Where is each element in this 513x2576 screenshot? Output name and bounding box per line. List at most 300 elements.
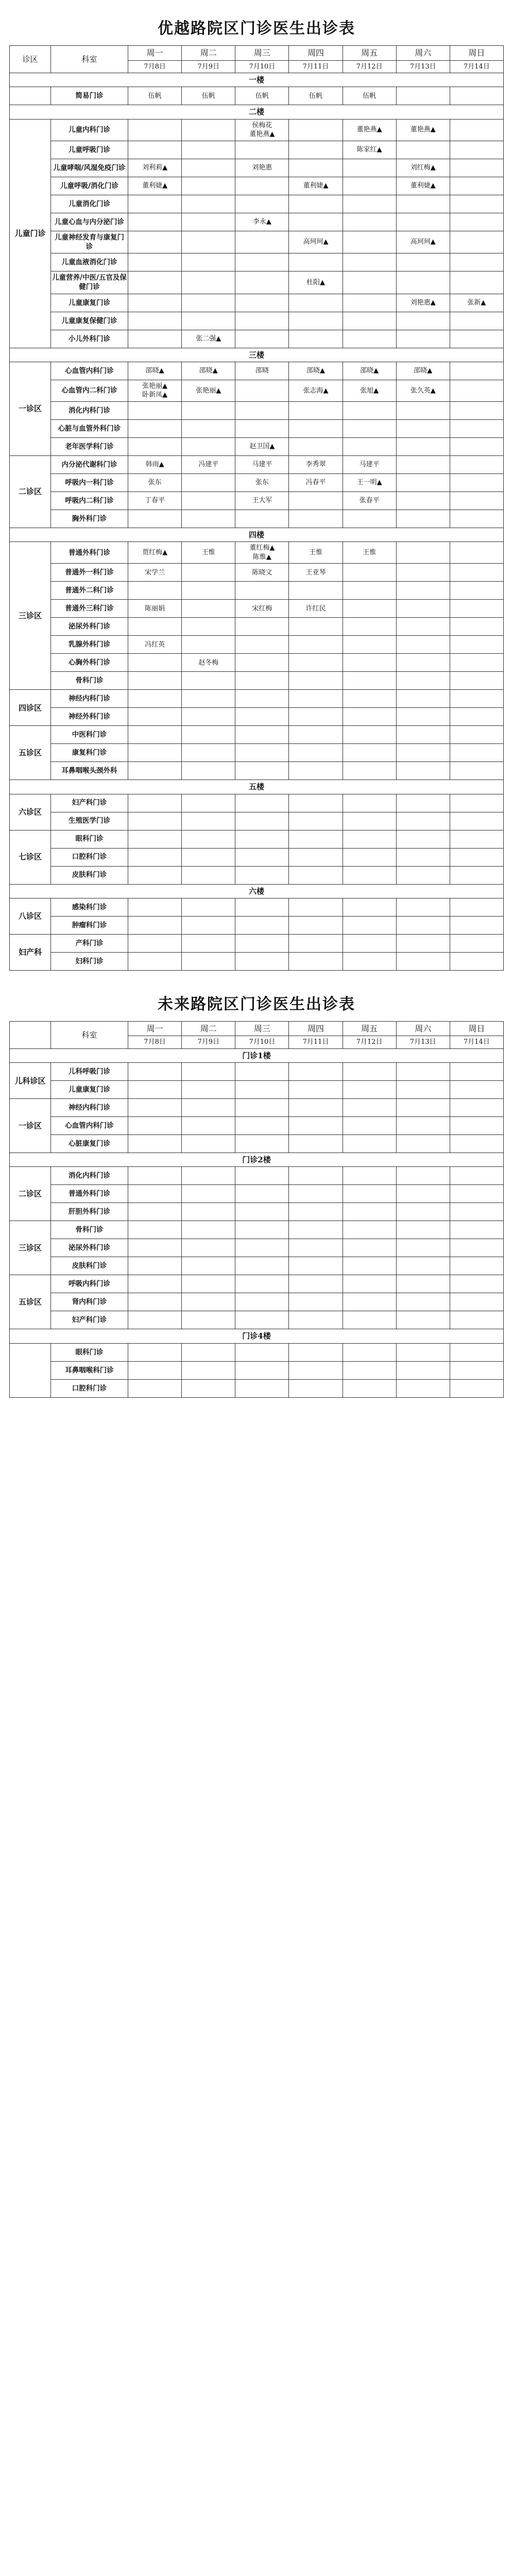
dept-cell: 骨科门诊 [51, 1221, 128, 1239]
doctor-cell [343, 1311, 396, 1329]
doctor-name: 张艳丽▲ [142, 382, 168, 390]
doctor-cell [343, 455, 396, 473]
schedule-title-youyue: 优越路院区门诊医生出诊表 [158, 20, 355, 38]
doctor-cell [450, 916, 503, 934]
doctor-cell [396, 159, 450, 177]
table-row [10, 1361, 504, 1379]
doctor-cell [289, 654, 343, 672]
doctor-cell [450, 898, 503, 916]
dept-cell: 呼吸内二科门诊 [51, 492, 128, 510]
doctor-cell [343, 672, 396, 690]
doctor-cell [396, 272, 450, 294]
table-row [10, 866, 504, 884]
doctor-cell [128, 213, 182, 231]
dept-cell: 耳鼻咽喉头颈外科 [51, 762, 128, 780]
doctor-cell [450, 1311, 503, 1329]
doctor-cell [289, 898, 343, 916]
doctor-cell [343, 1203, 396, 1221]
doctor-cell [128, 564, 182, 582]
table-row [10, 762, 504, 780]
dept-cell: 乳腺外科门诊 [51, 636, 128, 654]
doctor-cell [289, 455, 343, 473]
dept-cell: 感染科门诊 [51, 898, 128, 916]
doctor-cell [128, 744, 182, 762]
dept-cell: 皮肤科门诊 [51, 866, 128, 884]
table-row [10, 312, 504, 330]
doctor-cell [450, 231, 503, 253]
doctor-cell [235, 362, 289, 380]
doctor-cell [235, 848, 289, 866]
table-row [10, 1221, 504, 1239]
doctor-cell [182, 582, 235, 600]
section-label: 门诊2楼 [10, 1153, 504, 1167]
doctor-cell [235, 564, 289, 582]
doctor-cell [396, 744, 450, 762]
dept-cell: 神经内科门诊 [51, 690, 128, 708]
doctor-cell [343, 636, 396, 654]
doctor-cell [128, 618, 182, 636]
doctor-cell [450, 1343, 503, 1361]
doctor-name: 张艳丽▲ [196, 386, 221, 395]
doctor-cell [450, 159, 503, 177]
doctor-name: 赵卫国▲ [249, 443, 275, 451]
doctor-cell [343, 119, 396, 141]
header-date: 7月8日 [128, 60, 182, 73]
header-date: 7月12日 [343, 60, 396, 73]
doctor-name: 张春平 [359, 497, 380, 505]
doctor-cell [396, 830, 450, 848]
dept-cell: 小儿外科门诊 [51, 330, 128, 348]
header-day: 周五 [343, 46, 396, 61]
schedule-title-weilai: 未来路院区门诊医生出诊表 [158, 995, 355, 1013]
doctor-name: 许红民 [305, 604, 326, 613]
doctor-cell [128, 1311, 182, 1329]
doctor-cell [396, 401, 450, 419]
section-label: 六楼 [10, 884, 504, 898]
doctor-name: 邵晓 [255, 367, 269, 375]
doctor-cell [396, 231, 450, 253]
dept-cell: 肾内科门诊 [51, 1293, 128, 1311]
dept-cell: 骨科门诊 [51, 672, 128, 690]
doctor-cell [450, 636, 503, 654]
table-row [10, 1343, 504, 1361]
doctor-cell [396, 330, 450, 348]
doctor-cell [235, 744, 289, 762]
doctor-cell [450, 1293, 503, 1311]
doctor-cell [182, 1293, 235, 1311]
dept-cell: 肝胆外科门诊 [51, 1203, 128, 1221]
doctor-cell [128, 934, 182, 952]
doctor-cell [450, 455, 503, 473]
table-row [10, 690, 504, 708]
doctor-cell [289, 618, 343, 636]
doctor-cell [343, 690, 396, 708]
dept-cell: 消化内科门诊 [51, 1167, 128, 1185]
doctor-cell [235, 510, 289, 528]
section-row [10, 1329, 504, 1343]
section-row [10, 780, 504, 794]
doctor-cell [182, 600, 235, 618]
doctor-cell [289, 1081, 343, 1099]
doctor-cell [396, 419, 450, 437]
doctor-cell [343, 1275, 396, 1293]
doctor-cell [128, 231, 182, 253]
header-area [10, 1021, 51, 1048]
doctor-cell [235, 119, 289, 141]
header-date: 7月14日 [450, 60, 503, 73]
header-day: 周三 [235, 46, 289, 61]
schedule-table-youyue [9, 45, 504, 971]
table-row [10, 473, 504, 492]
doctor-cell [182, 195, 235, 213]
doctor-cell [396, 690, 450, 708]
doctor-cell [128, 294, 182, 312]
doctor-cell [450, 1099, 503, 1117]
doctor-cell [235, 1135, 289, 1153]
table-row [10, 744, 504, 762]
dept-cell: 心血管内科门诊 [51, 362, 128, 380]
doctor-cell [450, 1117, 503, 1135]
doctor-cell [343, 177, 396, 195]
header-day: 周二 [182, 1021, 235, 1036]
dept-cell: 耳鼻咽喉科门诊 [51, 1361, 128, 1379]
doctor-cell [182, 708, 235, 726]
header-date: 7月11日 [289, 60, 343, 73]
doctor-cell [396, 794, 450, 812]
doctor-cell [235, 830, 289, 848]
doctor-name: 刘红梅▲ [410, 163, 436, 172]
doctor-name: 伍帆 [148, 92, 162, 100]
table-row [10, 177, 504, 195]
doctor-cell [396, 654, 450, 672]
doctor-cell [182, 564, 235, 582]
table-row [10, 1311, 504, 1329]
doctor-cell [235, 401, 289, 419]
doctor-cell [182, 1221, 235, 1239]
doctor-name: 丁春平 [145, 497, 165, 505]
header-date: 7月8日 [128, 1036, 182, 1049]
doctor-cell [128, 1293, 182, 1311]
dept-cell: 呼吸内一科门诊 [51, 473, 128, 492]
dept-cell: 妇产科门诊 [51, 794, 128, 812]
doctor-cell [128, 195, 182, 213]
doctor-cell [235, 437, 289, 455]
doctor-cell [396, 213, 450, 231]
doctor-cell [289, 330, 343, 348]
doctor-cell [396, 455, 450, 473]
doctor-cell [343, 1081, 396, 1099]
dept-cell: 妇产科门诊 [51, 1311, 128, 1329]
doctor-cell [289, 1379, 343, 1397]
doctor-cell [289, 812, 343, 830]
doctor-cell [343, 437, 396, 455]
doctor-cell [289, 744, 343, 762]
doctor-cell [289, 492, 343, 510]
doctor-name: 张新▲ [467, 298, 486, 307]
doctor-cell [450, 1275, 503, 1293]
doctor-cell [128, 362, 182, 380]
doctor-cell [396, 898, 450, 916]
doctor-cell [289, 1099, 343, 1117]
doctor-cell [235, 1185, 289, 1203]
doctor-cell [182, 830, 235, 848]
doctor-name: 陈丽娟 [145, 604, 165, 613]
doctor-cell [396, 1081, 450, 1099]
doctor-cell [128, 708, 182, 726]
area-cell: 妇产科 [10, 934, 51, 970]
doctor-cell [182, 1167, 235, 1185]
doctor-cell [343, 916, 396, 934]
doctor-cell [235, 866, 289, 884]
header-date: 7月11日 [289, 1036, 343, 1049]
doctor-cell [343, 848, 396, 866]
doctor-cell [235, 159, 289, 177]
doctor-cell [343, 159, 396, 177]
doctor-name: 邵晓▲ [145, 367, 164, 375]
table-row [10, 1099, 504, 1117]
doctor-cell [343, 618, 396, 636]
doctor-cell [450, 672, 503, 690]
table-row [10, 330, 504, 348]
doctor-cell [450, 744, 503, 762]
section-row [10, 1153, 504, 1167]
doctor-cell [396, 1063, 450, 1081]
doctor-name: 李永▲ [252, 217, 271, 226]
dept-cell: 普通外三科门诊 [51, 600, 128, 618]
doctor-cell [396, 600, 450, 618]
doctor-cell [396, 1275, 450, 1293]
doctor-cell [343, 654, 396, 672]
doctor-cell [289, 380, 343, 401]
doctor-cell [235, 582, 289, 600]
doctor-cell [343, 1239, 396, 1257]
table-row [10, 1257, 504, 1275]
dept-cell: 心脏与血管外科门诊 [51, 419, 128, 437]
doctor-cell [343, 473, 396, 492]
doctor-cell [343, 213, 396, 231]
dept-cell: 口腔科门诊 [51, 1379, 128, 1397]
doctor-cell [343, 510, 396, 528]
doctor-cell [289, 600, 343, 618]
doctor-cell [343, 866, 396, 884]
doctor-cell [450, 380, 503, 401]
doctor-cell [182, 690, 235, 708]
doctor-cell [343, 830, 396, 848]
doctor-name: 冯红英 [145, 640, 165, 649]
doctor-cell [343, 294, 396, 312]
doctor-cell [396, 1311, 450, 1329]
dept-cell: 普通外一科门诊 [51, 564, 128, 582]
header-day: 周四 [289, 46, 343, 61]
doctor-cell [450, 618, 503, 636]
header-date: 7月12日 [343, 1036, 396, 1049]
doctor-cell [182, 794, 235, 812]
doctor-cell [450, 1221, 503, 1239]
dept-cell: 皮肤科门诊 [51, 1257, 128, 1275]
header-date: 7月9日 [182, 60, 235, 73]
doctor-cell [396, 1117, 450, 1135]
doctor-cell [450, 437, 503, 455]
area-cell: 一诊区 [10, 1099, 51, 1153]
doctor-cell [343, 762, 396, 780]
doctor-name: 伍帆 [255, 92, 269, 100]
dept-cell: 心血管内二科门诊 [51, 380, 128, 401]
dept-cell: 儿童血液消化门诊 [51, 253, 128, 272]
doctor-cell [289, 708, 343, 726]
doctor-cell [289, 1117, 343, 1135]
header-day: 周日 [450, 46, 503, 61]
doctor-cell [235, 1099, 289, 1117]
table-row [10, 1167, 504, 1185]
doctor-cell [235, 312, 289, 330]
doctor-cell [182, 510, 235, 528]
doctor-cell [289, 87, 343, 105]
header-day: 周六 [396, 1021, 450, 1036]
doctor-name: 刘利莉▲ [142, 163, 168, 172]
section-label: 门诊1楼 [10, 1048, 504, 1062]
doctor-cell [128, 380, 182, 401]
doctor-cell [396, 119, 450, 141]
doctor-cell [343, 600, 396, 618]
doctor-cell [128, 272, 182, 294]
section-label: 一楼 [10, 73, 504, 87]
dept-cell: 泌尿外科门诊 [51, 618, 128, 636]
doctor-cell [182, 1361, 235, 1379]
doctor-cell [182, 916, 235, 934]
doctor-cell [450, 1185, 503, 1203]
doctor-cell [235, 1311, 289, 1329]
doctor-cell [182, 866, 235, 884]
doctor-cell [182, 159, 235, 177]
doctor-cell [235, 726, 289, 744]
doctor-cell [396, 618, 450, 636]
table-row [10, 401, 504, 419]
doctor-name: 董艳燕▲ [356, 126, 382, 134]
doctor-cell [182, 952, 235, 970]
doctor-cell [450, 473, 503, 492]
doctor-cell [450, 708, 503, 726]
doctor-cell [343, 141, 396, 159]
table-row [10, 1239, 504, 1257]
doctor-cell [289, 272, 343, 294]
doctor-cell [396, 1257, 450, 1275]
table-row [10, 654, 504, 672]
area-cell: 儿科诊区 [10, 1063, 51, 1099]
doctor-cell [289, 794, 343, 812]
doctor-name: 王一明▲ [356, 479, 382, 487]
doctor-cell [289, 1185, 343, 1203]
doctor-cell [235, 898, 289, 916]
dept-cell: 心胸外科门诊 [51, 654, 128, 672]
doctor-cell [289, 437, 343, 455]
doctor-name: 董红梅▲ [249, 544, 275, 552]
doctor-cell [396, 542, 450, 564]
doctor-name: 董利婕▲ [410, 181, 436, 190]
doctor-name: 宋学兰 [145, 568, 165, 577]
section-label: 门诊4楼 [10, 1329, 504, 1343]
doctor-name: 刘艳惠▲ [410, 298, 436, 307]
doctor-cell [450, 87, 503, 105]
header-date: 7月9日 [182, 1036, 235, 1049]
doctor-cell [289, 1275, 343, 1293]
doctor-cell [450, 952, 503, 970]
doctor-cell [182, 812, 235, 830]
doctor-cell [396, 253, 450, 272]
doctor-cell [128, 582, 182, 600]
header-day: 周一 [128, 1021, 182, 1036]
doctor-name: 陈晓文 [252, 568, 272, 577]
doctor-cell [343, 380, 396, 401]
doctor-cell [343, 542, 396, 564]
table-row [10, 1081, 504, 1099]
doctor-cell [182, 1063, 235, 1081]
doctor-cell [182, 744, 235, 762]
doctor-name: 董利婕▲ [303, 181, 329, 190]
table-row [10, 600, 504, 618]
doctor-cell [343, 1135, 396, 1153]
doctor-cell [343, 419, 396, 437]
dept-cell: 口腔科门诊 [51, 848, 128, 866]
doctor-cell [343, 330, 396, 348]
doctor-cell [450, 830, 503, 848]
table-row [10, 952, 504, 970]
doctor-cell [235, 1257, 289, 1275]
doctor-name: 董艳燕▲ [249, 130, 275, 139]
doctor-cell [289, 916, 343, 934]
doctor-cell [450, 510, 503, 528]
doctor-cell [289, 542, 343, 564]
doctor-cell [450, 726, 503, 744]
doctor-name: 刘艳惠 [252, 163, 272, 172]
section-label: 三楼 [10, 348, 504, 362]
doctor-cell [182, 1099, 235, 1117]
doctor-name: 张二强▲ [196, 334, 221, 343]
table-row [10, 231, 504, 253]
doctor-name: 冯建平 [198, 461, 219, 469]
area-cell: 二诊区 [10, 1167, 51, 1221]
table-row [10, 437, 504, 455]
doctor-name: 宋红梅 [252, 604, 272, 613]
doctor-cell [396, 473, 450, 492]
doctor-cell [289, 177, 343, 195]
doctor-cell [289, 934, 343, 952]
doctor-cell [343, 1257, 396, 1275]
doctor-cell [128, 419, 182, 437]
table-row [10, 510, 504, 528]
doctor-cell [128, 1239, 182, 1257]
doctor-cell [450, 1257, 503, 1275]
doctor-cell [289, 952, 343, 970]
doctor-name: 伍帆 [309, 92, 322, 100]
doctor-cell [128, 762, 182, 780]
doctor-cell [235, 1167, 289, 1185]
doctor-cell [343, 564, 396, 582]
doctor-cell [182, 934, 235, 952]
doctor-cell [450, 1135, 503, 1153]
doctor-cell [235, 1275, 289, 1293]
table-row [10, 455, 504, 473]
doctor-cell [396, 294, 450, 312]
doctor-cell [450, 195, 503, 213]
doctor-cell [289, 636, 343, 654]
header-day: 周日 [450, 1021, 503, 1036]
doctor-cell [450, 542, 503, 564]
doctor-cell [128, 1361, 182, 1379]
dept-cell: 简易门诊 [51, 87, 128, 105]
doctor-cell [182, 419, 235, 437]
doctor-cell [289, 1239, 343, 1257]
header-day: 周一 [128, 46, 182, 61]
